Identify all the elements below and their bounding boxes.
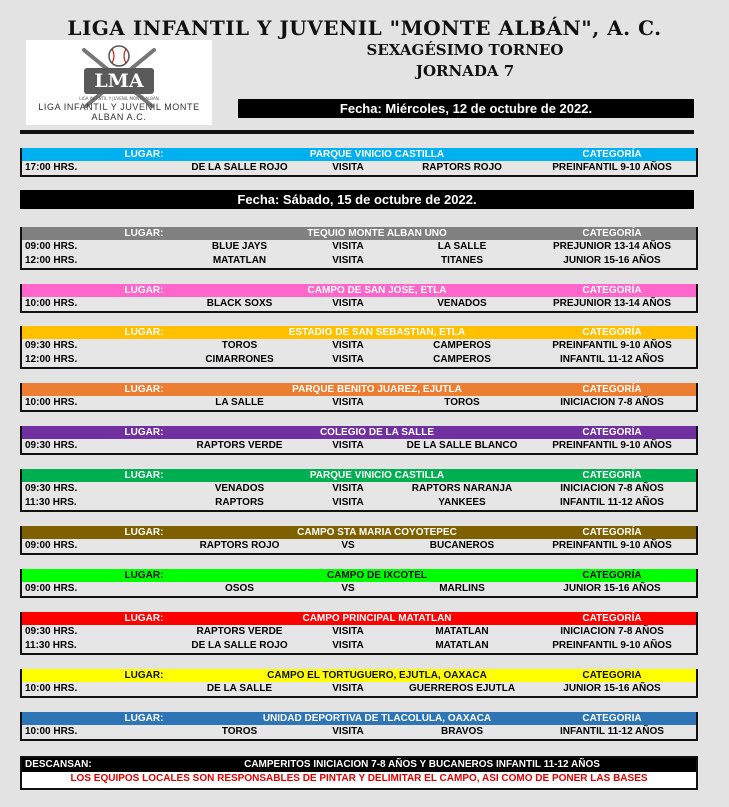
lugar-label: LUGAR: <box>124 570 164 581</box>
home-team: TOROS <box>221 726 258 737</box>
venue-header <box>22 469 696 482</box>
category-header: CATEGORÍA <box>582 327 642 338</box>
category-header: CATEGORÍA <box>582 570 642 581</box>
category-header: CATEGORÍA <box>582 527 642 538</box>
venue-header <box>22 669 696 682</box>
game-time: 11:30 HRS. <box>25 640 77 651</box>
baseball-logo-icon <box>26 40 212 110</box>
game-row <box>22 353 696 367</box>
logo-caption: LIGA INFANTIL Y JUVENIL MONTE ALBAN A.C. <box>38 102 200 122</box>
home-team: RAPTORS VERDE <box>196 626 283 637</box>
home-team: RAPTORS ROJO <box>199 540 280 551</box>
category-header: CATEGORIA <box>582 670 642 681</box>
rest-bar <box>22 758 696 772</box>
game-row <box>22 482 696 496</box>
game-row <box>22 396 696 410</box>
lugar-label: LUGAR: <box>124 470 164 481</box>
away-team: LA SALLE <box>437 241 487 252</box>
category-header: CATEGORIA <box>582 713 642 724</box>
home-team: TOROS <box>221 340 258 351</box>
versus-label: VISITA <box>332 241 364 252</box>
date-text-1: Fecha: Miércoles, 12 de octubre de 2022. <box>339 101 593 116</box>
versus-label: VISITA <box>332 626 364 637</box>
game-time: 09:00 HRS. <box>25 241 78 252</box>
venue-name: TEQUIO MONTE ALBAN UNO <box>307 228 447 239</box>
game-row <box>22 297 696 311</box>
date-bar-2 <box>20 190 694 209</box>
logo-mark: LMA <box>94 70 144 92</box>
lugar-label: LUGAR: <box>124 713 164 724</box>
venue-block <box>20 284 698 313</box>
venue-name: PARQUE VINICIO CASTILLA <box>309 470 445 481</box>
venue-name: CAMPO DE IXCOTEL <box>326 570 427 581</box>
category-header: CATEGORÍA <box>582 228 642 239</box>
venue-name: CAMPO STA MARIA COYOTEPEC <box>297 527 457 538</box>
versus-label: VISITA <box>332 298 364 309</box>
venue-header <box>22 526 696 539</box>
game-time: 10:00 HRS. <box>25 298 78 309</box>
home-team: MATATLAN <box>212 255 267 266</box>
venue-header <box>22 383 696 396</box>
venue-name: PARQUE VINICIO CASTILLA <box>309 149 445 160</box>
game-category: PREINFANTIL 9-10 AÑOS <box>552 340 672 351</box>
game-category: PREJUNIOR 13-14 AÑOS <box>553 298 671 309</box>
league-logo <box>26 40 212 125</box>
game-time: 10:00 HRS. <box>25 726 78 737</box>
game-category: PREJUNIOR 13-14 AÑOS <box>553 241 671 252</box>
game-category: INFANTIL 11-12 AÑOS <box>560 497 664 508</box>
home-team: RAPTORS VERDE <box>196 440 283 451</box>
game-row <box>22 682 696 696</box>
home-team: BLUE JAYS <box>211 241 268 252</box>
home-team: CIMARRONES <box>205 354 274 365</box>
game-row <box>22 582 696 596</box>
game-row <box>22 240 696 254</box>
game-category: INICIACION 7-8 AÑOS <box>560 626 664 637</box>
venue-header <box>22 284 696 297</box>
venue-header <box>22 326 696 339</box>
league-title: LIGA INFANTIL Y JUVENIL "MONTE ALBÁN", A. C. <box>67 16 662 40</box>
game-category: JUNIOR 15-16 AÑOS <box>563 583 661 594</box>
game-time: 09:30 HRS. <box>25 340 78 351</box>
venue-name: PARQUE BENITO JUAREZ, EJUTLA <box>292 384 462 395</box>
venue-name: CAMPO EL TORTUGUERO, EJUTLA, OAXACA <box>267 670 487 681</box>
versus-label: VS <box>341 540 355 551</box>
home-team: OSOS <box>225 583 254 594</box>
game-category: JUNIOR 15-16 AÑOS <box>563 255 661 266</box>
venue-header <box>22 426 696 439</box>
away-team: CAMPEROS <box>433 340 491 351</box>
rest-label: DESCANSAN: <box>25 759 92 770</box>
game-row <box>22 496 696 510</box>
game-category: INICIACION 7-8 AÑOS <box>560 483 664 494</box>
venue-block <box>20 569 698 598</box>
venue-name: ESTADIO DE SAN SEBASTIAN, ETLA <box>288 327 466 338</box>
category-header: CATEGORÍA <box>582 384 642 395</box>
game-category: INFANTIL 11-12 AÑOS <box>560 354 664 365</box>
away-team: VENADOS <box>437 298 487 309</box>
venue-name: CAMPO PRINCIPAL MATATLAN <box>302 613 452 624</box>
logo-small-text: LIGA INFANTIL Y JUVENIL MONTE ALBAN <box>79 96 159 101</box>
away-team: MATATLAN <box>435 626 489 637</box>
venue-header <box>22 227 696 240</box>
lugar-label: LUGAR: <box>124 613 164 624</box>
away-team: GUERREROS EJUTLA <box>408 683 516 694</box>
category-header: CATEGORÍA <box>582 613 642 624</box>
versus-label: VISITA <box>332 255 364 266</box>
venue-name: CAMPO DE SAN JOSE, ETLA <box>307 285 447 296</box>
venue-block <box>20 612 698 655</box>
away-team: TITANES <box>440 255 484 266</box>
game-category: JUNIOR 15-16 AÑOS <box>563 683 661 694</box>
venue-name: UNIDAD DEPORTIVA DE TLACOLULA, OAXACA <box>262 713 492 724</box>
home-team: VENADOS <box>214 483 265 494</box>
game-category: PREINFANTIL 9-10 AÑOS <box>552 540 672 551</box>
versus-label: VISITA <box>332 397 364 408</box>
tournament-title: SEXAGÉSIMO TORNEO <box>366 41 564 59</box>
venue-header <box>22 569 696 582</box>
away-team: RAPTORS NARANJA <box>411 483 513 494</box>
versus-label: VISITA <box>332 440 364 451</box>
round-title: JORNADA 7 <box>415 62 515 80</box>
away-team: BRAVOS <box>440 726 484 737</box>
game-category: INICIACION 7-8 AÑOS <box>560 397 664 408</box>
game-row <box>22 639 696 653</box>
date-text-2: Fecha: Sábado, 15 de octubre de 2022. <box>237 192 477 207</box>
lugar-label: LUGAR: <box>124 427 164 438</box>
lugar-label: LUGAR: <box>124 527 164 538</box>
game-time: 09:30 HRS. <box>25 626 78 637</box>
versus-label: VISITA <box>332 640 364 651</box>
home-team: DE LA SALLE <box>206 683 273 694</box>
game-category: PREINFANTIL 9-10 AÑOS <box>552 640 672 651</box>
versus-label: VISITA <box>332 354 364 365</box>
versus-label: VISITA <box>332 483 364 494</box>
game-time: 10:00 HRS. <box>25 683 78 694</box>
away-team: DE LA SALLE BLANCO <box>406 440 518 451</box>
lugar-label: LUGAR: <box>124 384 164 395</box>
game-row <box>22 539 696 553</box>
category-header: CATEGORÍA <box>582 285 642 296</box>
category-header: CATEGORÍA <box>582 149 642 160</box>
venue-block <box>20 426 698 455</box>
lugar-label: LUGAR: <box>124 327 164 338</box>
game-row <box>22 439 696 453</box>
venue-header <box>22 612 696 625</box>
versus-label: VS <box>341 583 355 594</box>
category-header: CATEGORÍA <box>582 427 642 438</box>
home-team: BLACK SOXS <box>206 298 273 309</box>
away-team: CAMPEROS <box>433 354 491 365</box>
home-team: DE LA SALLE ROJO <box>191 162 288 173</box>
away-team: YANKEES <box>438 497 486 508</box>
venue-block <box>20 712 698 741</box>
game-row <box>22 254 696 268</box>
away-team: MARLINS <box>439 583 485 594</box>
lugar-label: LUGAR: <box>124 285 164 296</box>
venue-name: COLEGIO DE LA SALLE <box>319 427 435 438</box>
versus-label: VISITA <box>332 340 364 351</box>
game-row <box>22 339 696 353</box>
game-category: PREINFANTIL 9-10 AÑOS <box>552 440 672 451</box>
game-row <box>22 725 696 739</box>
game-time: 12:00 HRS. <box>25 354 78 365</box>
game-time: 09:30 HRS. <box>25 483 78 494</box>
lugar-label: LUGAR: <box>124 149 164 160</box>
rest-note: LOS EQUIPOS LOCALES SON RESPONSABLES DE PINTAR Y DELIMITAR EL CAMPO, ASI COMO DE PONER LAS BASES <box>70 773 648 784</box>
versus-label: VISITA <box>332 726 364 737</box>
lugar-label: LUGAR: <box>124 228 164 239</box>
versus-label: VISITA <box>332 497 364 508</box>
date-bar-1 <box>238 99 694 118</box>
category-header: CATEGORÍA <box>582 470 642 481</box>
venue-block <box>20 148 698 177</box>
lugar-label: LUGAR: <box>124 670 164 681</box>
away-team: BUCANEROS <box>429 540 495 551</box>
game-time: 09:00 HRS. <box>25 540 78 551</box>
home-team: DE LA SALLE ROJO <box>191 640 288 651</box>
venue-header <box>22 148 696 161</box>
divider <box>20 130 694 134</box>
away-team: RAPTORS ROJO <box>422 162 502 173</box>
away-team: MATATLAN <box>435 640 489 651</box>
game-time: 11:30 HRS. <box>25 497 77 508</box>
game-time: 10:00 HRS. <box>25 397 78 408</box>
venue-block <box>20 469 698 512</box>
home-team: LA SALLE <box>215 397 264 408</box>
game-time: 09:00 HRS. <box>25 583 78 594</box>
venue-header <box>22 712 696 725</box>
game-time: 12:00 HRS. <box>25 255 78 266</box>
venue-block <box>20 526 698 555</box>
venue-block <box>20 227 698 270</box>
game-row <box>22 625 696 639</box>
game-category: PREINFANTIL 9-10 AÑOS <box>552 162 672 173</box>
away-team: TOROS <box>444 397 480 408</box>
venue-block <box>20 669 698 698</box>
game-time: 17:00 HRS. <box>25 162 78 173</box>
versus-label: VISITA <box>332 162 364 173</box>
venue-block <box>20 326 698 369</box>
game-category: INFANTIL 11-12 AÑOS <box>560 726 664 737</box>
venue-block <box>20 383 698 412</box>
game-row <box>22 161 696 175</box>
home-team: RAPTORS <box>215 497 264 508</box>
game-time: 09:30 HRS. <box>25 440 78 451</box>
versus-label: VISITA <box>332 683 364 694</box>
rest-section <box>20 756 698 790</box>
rest-teams: CAMPERITOS INICIACION 7-8 AÑOS Y BUCANEROS INFANTIL 11-12 AÑOS <box>244 759 600 770</box>
